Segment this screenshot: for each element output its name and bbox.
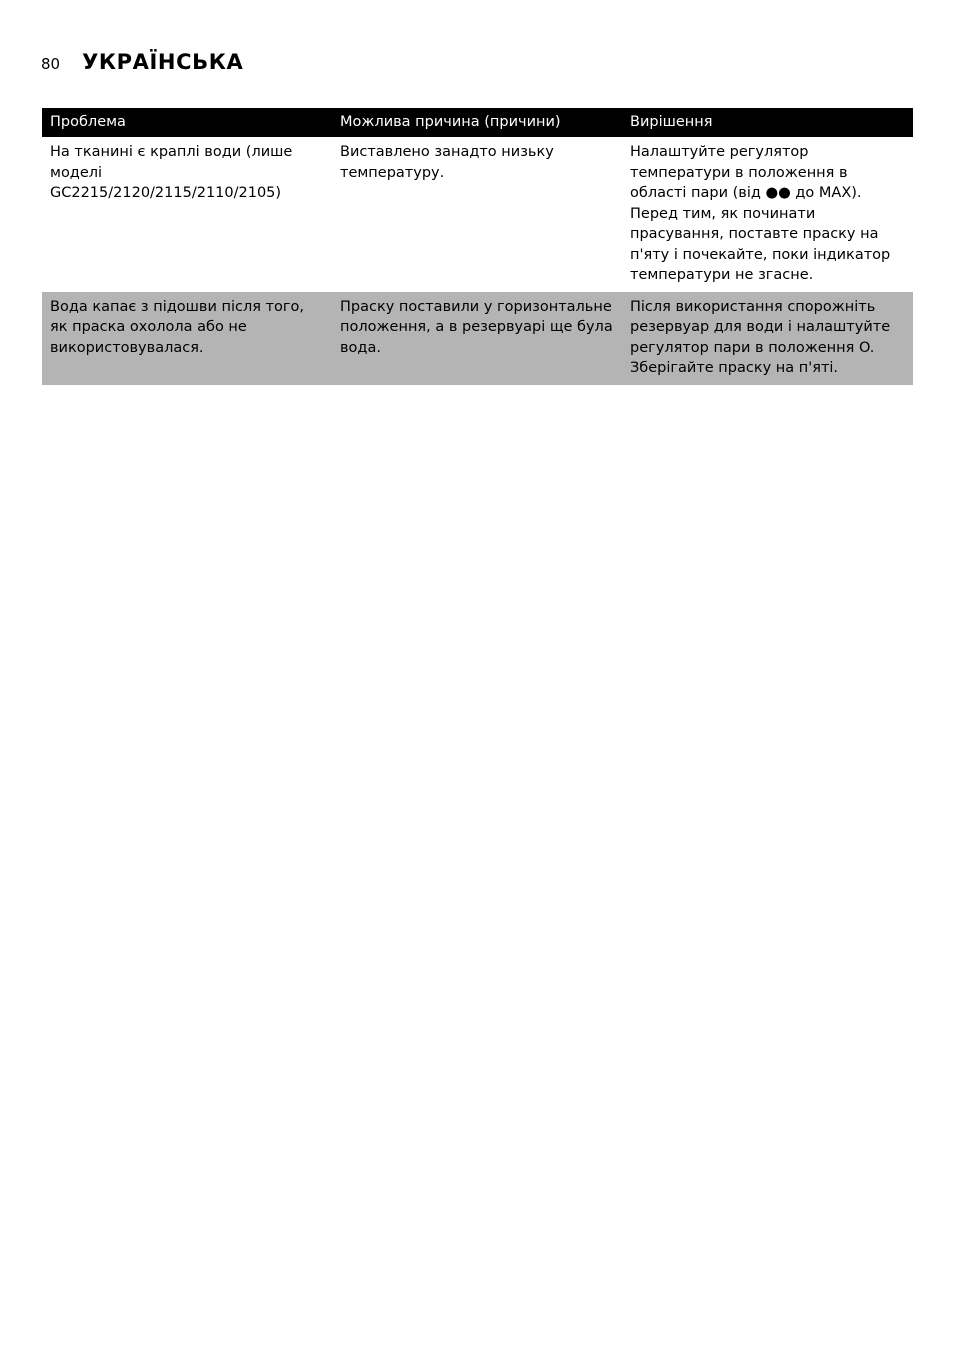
cell-cause: Виставлено занадто низьку температуру. xyxy=(340,144,554,181)
header-cause: Можлива причина (причини) xyxy=(332,108,622,137)
cell-cause: Праску поставили у горизонтальне положення, а в резервуарі ще була вода. xyxy=(332,292,622,385)
troubleshooting-table xyxy=(42,108,913,385)
table-row xyxy=(42,292,913,385)
header-solution: Вирішення xyxy=(622,108,913,137)
page-number: 80 xyxy=(41,55,61,73)
page-title: УКРАЇНСЬКА xyxy=(82,50,244,74)
cell-solution: Після використання спорожніть резервуар для води і налаштуйте регулятор пари в положення O. Зберігайте праску на п'яті. xyxy=(622,292,913,385)
cell-problem: Вода капає з підошви після того, як праска охолола або не використовувалася. xyxy=(42,292,332,385)
page-header xyxy=(41,50,243,74)
header-problem: Проблема xyxy=(42,108,332,137)
table-header-row xyxy=(42,108,913,137)
table-row xyxy=(42,137,913,292)
cell-solution: Налаштуйте регулятор температури в положення в області пари (від ●● до MAX). Перед тим, як починати прасування, поставте праску на п'яту і почекайте, поки індикатор температури не згасне. xyxy=(630,144,891,283)
cell-problem: На тканині є краплі води (лише моделі GC2215/2120/2115/2110/2105) xyxy=(50,144,293,201)
